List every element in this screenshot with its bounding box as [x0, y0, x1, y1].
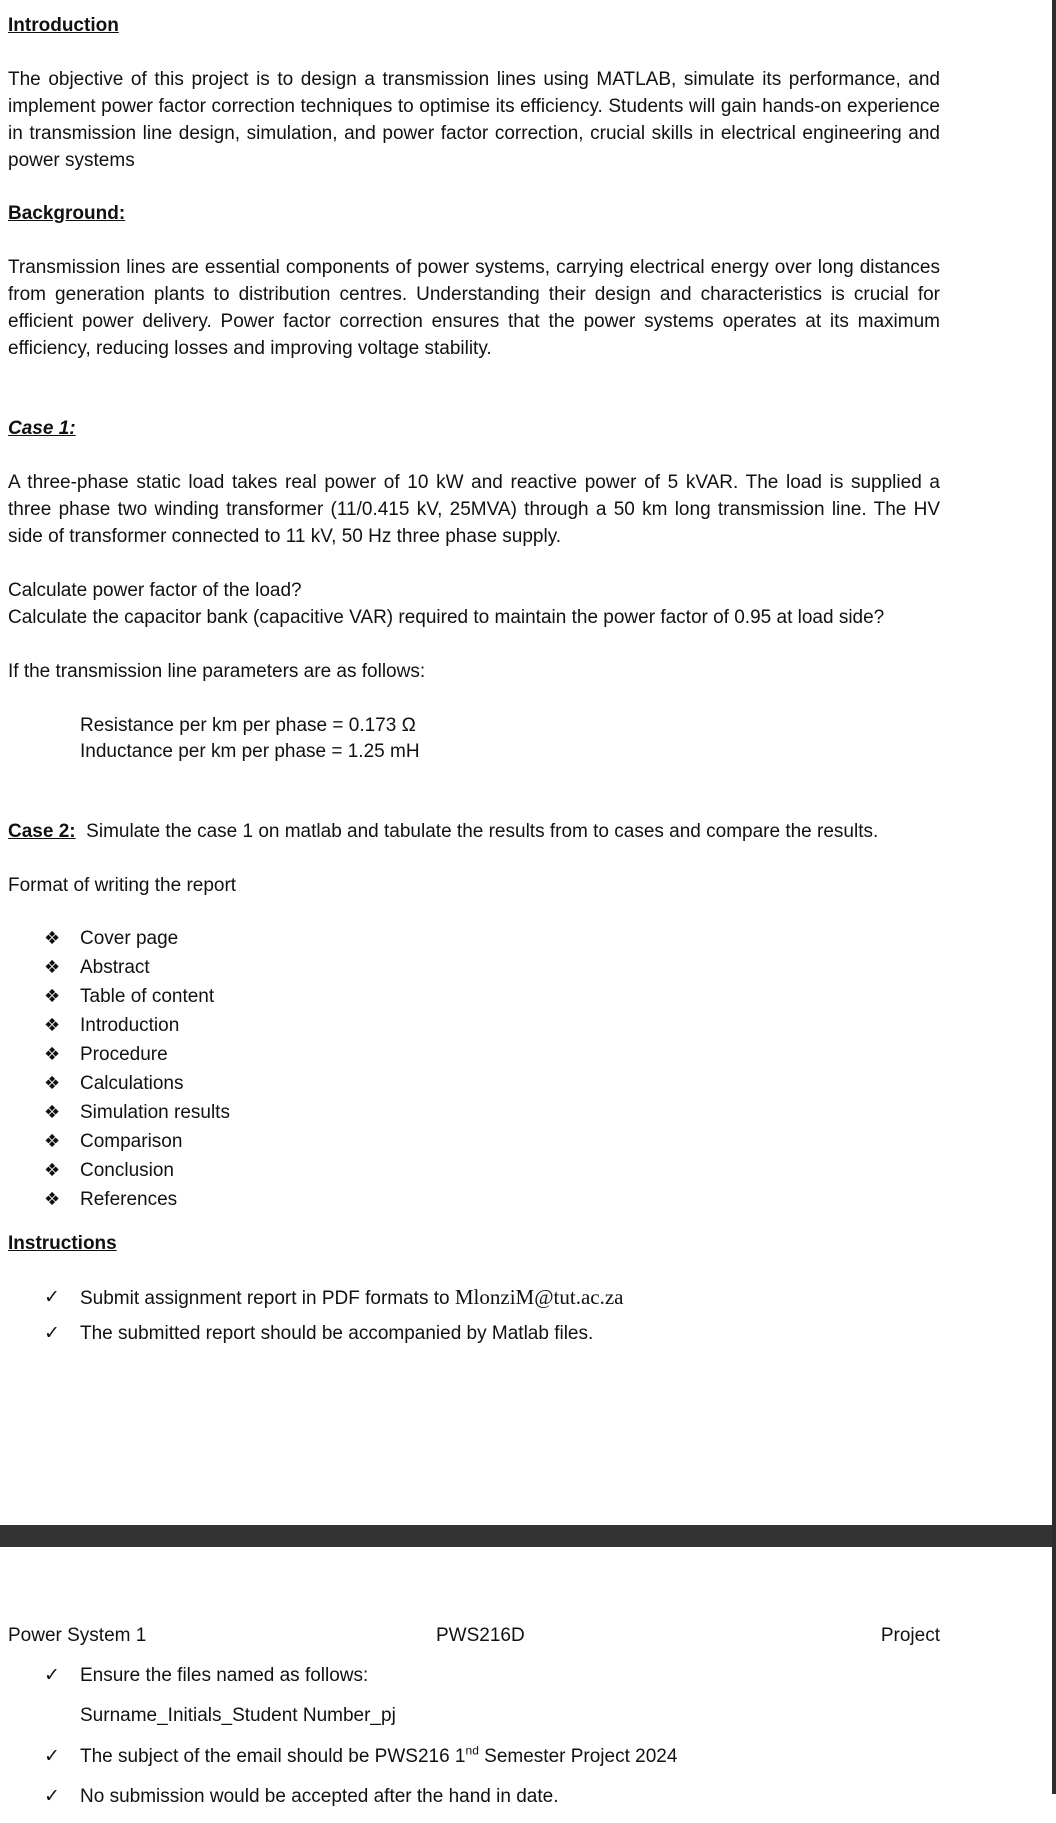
case1-text: A three-phase static load takes real power of 10 kW and reactive power of 5 kVAR. The load is supplied a three phase two winding transformer (11/0.415 kV, 25MVA) through a 50 km long transmission line. The HV side of transformer connected to 11 kV, 50 Hz three phase supply. [8, 472, 940, 547]
diamond-bullet-icon: ❖ [44, 1102, 61, 1122]
instruction-text: The submitted report should be accompanied by Matlab files. [80, 1323, 594, 1344]
format-list-item [8, 1069, 408, 1098]
case1-heading: Case 1: [8, 418, 76, 439]
introduction-heading: Introduction [8, 15, 119, 36]
instructions-heading: Instructions [8, 1233, 117, 1254]
diamond-bullet-icon: ❖ [44, 1044, 61, 1064]
format-list-item [8, 1156, 408, 1185]
diamond-bullet-icon: ❖ [44, 986, 61, 1006]
instruction-item [8, 1284, 940, 1320]
case1-question-1: Calculate power factor of the load? [8, 580, 302, 601]
instruction-item [8, 1662, 940, 1702]
check-icon: ✓ [44, 1287, 60, 1308]
instruction-text-end: Semester Project 2024 [478, 1746, 678, 1767]
header-course: Power System 1 [8, 1625, 147, 1646]
page-header [8, 1622, 940, 1649]
param-inductance: Inductance per km per phase = 1.25 mH [80, 741, 420, 762]
introduction-text: The objective of this project is to design a transmission lines using MATLAB, simulate its performance, and implement power factor correction techniques to optimise its efficiency. Students will gain hands-on experience in transmission line design, simulation, and power factor correction, crucial skills in electrical engineering and power systems [8, 69, 940, 171]
page2-instructions-list [8, 1662, 940, 1823]
format-item-label: Calculations [80, 1073, 184, 1094]
background-text: Transmission lines are essential components of power systems, carrying electrical energy over long distances from generation plants to distribution centres. Understanding their design and characteristics is crucial for efficient power delivery. Power factor correction ensures that the power systems operates at its maximum efficiency, reducing losses and improving voltage stability. [8, 257, 940, 359]
format-list-item [8, 1040, 408, 1069]
check-icon: ✓ [44, 1323, 60, 1344]
diamond-bullet-icon: ❖ [44, 1073, 61, 1093]
window-edge [1052, 0, 1056, 1794]
format-list-item [8, 924, 408, 953]
param-resistance: Resistance per km per phase = 0.173 Ω [80, 715, 416, 736]
format-item-label: Cover page [80, 928, 179, 949]
diamond-bullet-icon: ❖ [44, 1189, 61, 1209]
header-code: PWS216D [436, 1625, 525, 1646]
header-type: Project [880, 1625, 940, 1646]
check-icon: ✓ [44, 1746, 60, 1767]
format-item-label: References [80, 1189, 178, 1210]
case1-question-2: Calculate the capacitor bank (capacitive VAR) required to maintain the power factor of 0.95 at load side? [8, 607, 885, 628]
format-item-label: Conclusion [80, 1160, 174, 1181]
format-list-item [8, 1185, 408, 1214]
diamond-bullet-icon: ❖ [44, 1015, 61, 1035]
instruction-text: No submission would be accepted after the hand in date. [80, 1786, 559, 1807]
format-item-label: Simulation results [80, 1102, 230, 1123]
naming-text: Surname_Initials_Student Number_pj [80, 1705, 396, 1726]
superscript-nd: nd [465, 1743, 479, 1758]
format-list-item [8, 1098, 408, 1127]
naming-format [8, 1702, 940, 1743]
case2-heading: Case 2: [8, 821, 76, 842]
case2-paragraph [8, 818, 878, 845]
format-list-item [8, 982, 408, 1011]
format-item-label: Procedure [80, 1044, 168, 1065]
diamond-bullet-icon: ❖ [44, 928, 61, 948]
format-item-label: Introduction [80, 1015, 180, 1036]
diamond-bullet-icon: ❖ [44, 1131, 61, 1151]
format-item-label: Abstract [80, 957, 150, 978]
instruction-item [8, 1320, 940, 1356]
format-list-item [8, 1127, 408, 1156]
check-icon: ✓ [44, 1786, 60, 1807]
diamond-bullet-icon: ❖ [44, 957, 61, 977]
case2-text: Simulate the case 1 on matlab and tabulate the results from to cases and compare the results. [86, 821, 879, 842]
format-item-label: Table of content [80, 986, 215, 1007]
instruction-text: Submit assignment report in PDF formats to [80, 1288, 455, 1309]
email-link[interactable]: MlonziM@tut.ac.za [454, 1285, 624, 1309]
instruction-item [8, 1743, 940, 1783]
instructions-list [8, 1284, 940, 1356]
instruction-text: Ensure the files named as follows: [80, 1665, 369, 1686]
check-icon: ✓ [44, 1665, 60, 1686]
diamond-bullet-icon: ❖ [44, 1160, 61, 1180]
format-list-item [8, 953, 408, 982]
background-heading: Background: [8, 203, 126, 224]
page-separator [0, 1525, 1056, 1547]
format-item-label: Comparison [80, 1131, 183, 1152]
format-list-item [8, 1011, 408, 1040]
instruction-text: The subject of the email should be PWS216 1 [80, 1746, 466, 1767]
case1-params-intro: If the transmission line parameters are as follows: [8, 661, 426, 682]
format-title: Format of writing the report [8, 875, 237, 896]
format-list [8, 924, 408, 1214]
instruction-item [8, 1783, 940, 1823]
